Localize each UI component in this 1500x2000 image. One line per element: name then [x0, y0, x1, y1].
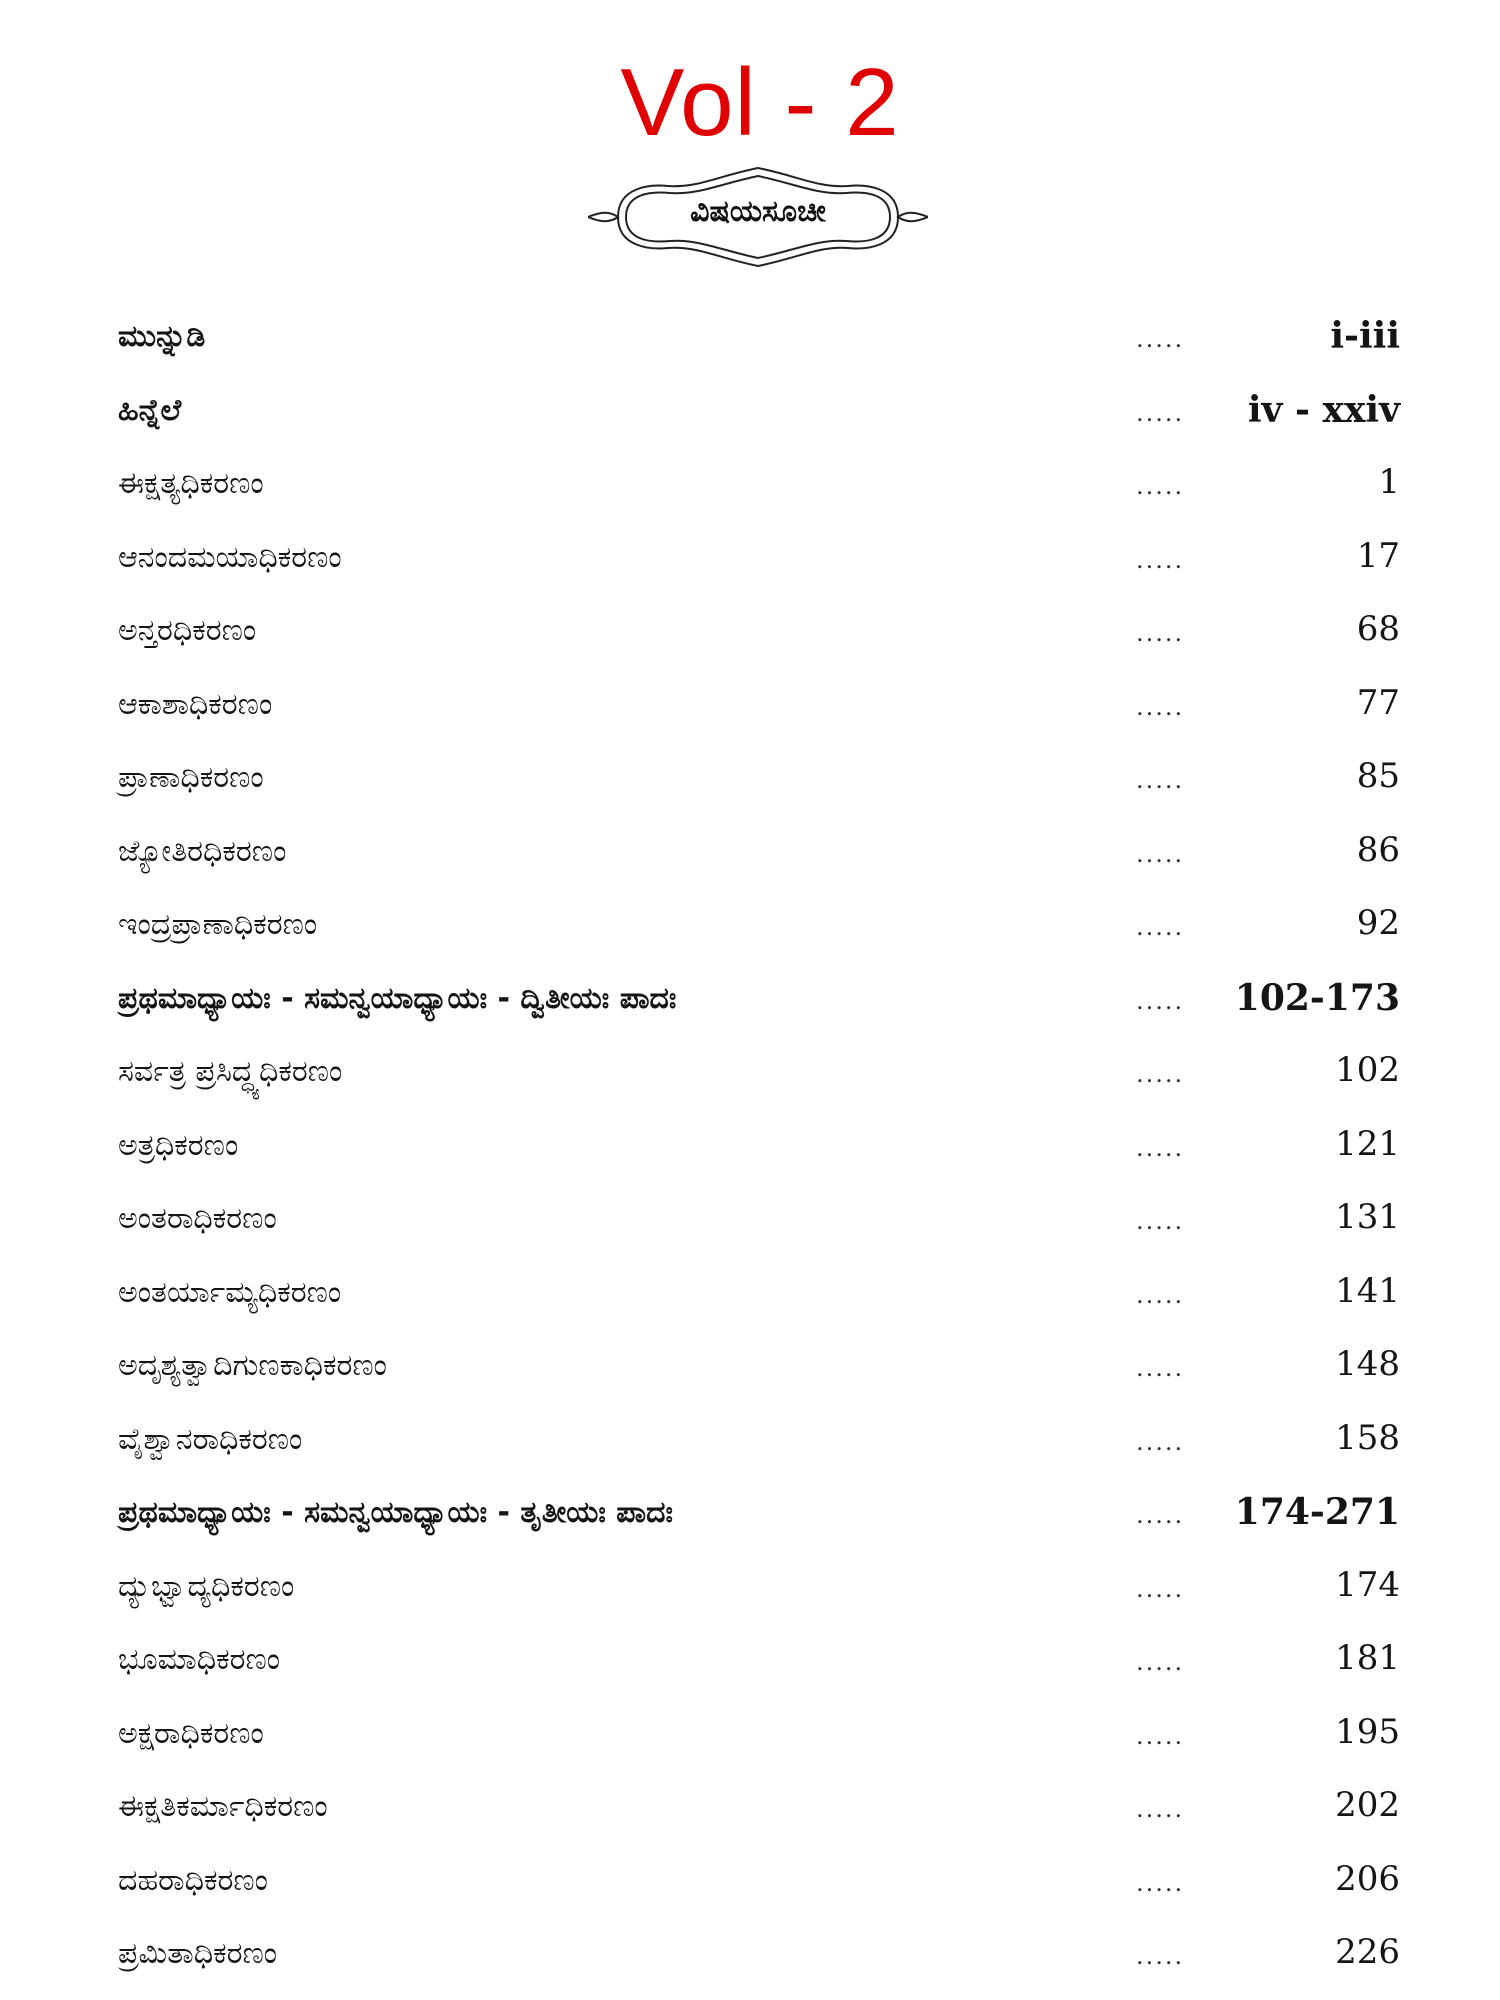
toc-page-number: 141: [1335, 1270, 1400, 1311]
toc-leader-dots: .....: [1136, 398, 1185, 427]
toc-entry-title: ಪ್ರಾಣಾಧಿಕರಣಂ: [118, 760, 264, 795]
toc-row: [118, 1336, 1400, 1410]
toc-page-number: 102-173: [1234, 976, 1400, 1019]
toc-entry-title: ಈಕ್ಷತಿಕರ್ಮಾಧಿಕರಣಂ: [118, 1789, 328, 1824]
toc-page-number: iv - xxiv: [1247, 388, 1400, 431]
toc-page-number: 77: [1356, 682, 1400, 723]
toc-page-number: i-iii: [1330, 315, 1400, 357]
toc-entry-title: ದ್ಯುಭ್ವಾದ್ಯಧಿಕರಣಂ: [118, 1568, 295, 1604]
toc-leader-dots: .....: [1136, 1427, 1185, 1456]
toc-row: [118, 969, 1400, 1043]
toc-leader-dots: .....: [1136, 1942, 1185, 1970]
toc-leader-dots: .....: [1136, 1133, 1185, 1162]
toc-row: [118, 1851, 1400, 1925]
toc-page-number: 131: [1335, 1197, 1400, 1237]
toc-page-number: 68: [1356, 609, 1400, 649]
toc-row: [118, 1189, 1400, 1263]
contents-heading-cartouche: [588, 158, 928, 276]
toc-row: [118, 1557, 1400, 1631]
toc-row: [118, 1630, 1400, 1704]
toc-page-number: 195: [1335, 1711, 1400, 1752]
toc-leader-dots: .....: [1136, 619, 1185, 647]
toc-leader-dots: .....: [1136, 913, 1185, 941]
toc-page-number: 85: [1356, 756, 1400, 796]
toc-page-number: 158: [1335, 1417, 1400, 1458]
table-of-contents: [118, 307, 1400, 1998]
toc-row: [118, 1042, 1400, 1116]
toc-leader-dots: .....: [1136, 1648, 1185, 1676]
toc-page-number: 206: [1335, 1858, 1400, 1899]
toc-page-number: 226: [1335, 1932, 1400, 1972]
toc-entry-title: ಜ್ಯೋತಿರಧಿಕರಣಂ: [118, 833, 287, 869]
toc-leader-dots: .....: [1136, 325, 1185, 353]
toc-page-number: 181: [1335, 1638, 1400, 1678]
toc-entry-title: ಆಕಾಶಾಧಿಕರಣಂ: [118, 686, 273, 722]
toc-leader-dots: .....: [1136, 766, 1185, 794]
toc-entry-title: ಅಕ್ಷರಾಧಿಕರಣಂ: [118, 1715, 264, 1751]
toc-leader-dots: .....: [1136, 1721, 1185, 1750]
toc-page-number: 202: [1335, 1785, 1400, 1825]
toc-page-number: 92: [1356, 903, 1400, 943]
toc-row: [118, 601, 1400, 675]
toc-page-number: 102: [1335, 1050, 1400, 1090]
toc-leader-dots: .....: [1136, 1207, 1185, 1235]
toc-leader-dots: .....: [1136, 1574, 1185, 1603]
toc-leader-dots: .....: [1136, 1868, 1185, 1897]
toc-leader-dots: .....: [1136, 545, 1185, 574]
toc-row: [118, 381, 1400, 455]
toc-page-number: 148: [1335, 1344, 1400, 1384]
toc-row: [118, 1116, 1400, 1190]
toc-row: [118, 895, 1400, 969]
toc-row: [118, 1263, 1400, 1337]
toc-entry-title: ಭೂಮಾಧಿಕರಣಂ: [118, 1642, 281, 1677]
toc-entry-title: ಪ್ರಥಮಾಧ್ಯಾಯಃ - ಸಮನ್ವಯಾಧ್ಯಾಯಃ - ದ್ವಿತೀಯಃ ಪಾದಃ: [118, 980, 677, 1016]
toc-entry-title: ಈಕ್ಷತ್ಯಧಿಕರಣಂ: [118, 466, 264, 501]
toc-row: [118, 1777, 1400, 1851]
toc-entry-title: ಹಿನ್ನೆಲೆ: [118, 392, 182, 428]
toc-page-number: 17: [1356, 535, 1400, 576]
toc-leader-dots: .....: [1136, 986, 1185, 1015]
toc-entry-title: ಅದೃಶ್ಯತ್ವಾದಿಗುಣಕಾಧಿಕರಣಂ: [118, 1348, 387, 1383]
toc-page-number: 174: [1335, 1564, 1400, 1605]
toc-entry-title: ಮುನ್ನುಡಿ: [118, 319, 206, 354]
toc-row: [118, 822, 1400, 896]
toc-leader-dots: .....: [1136, 692, 1185, 721]
toc-entry-title: ಅಂತರಾಧಿಕರಣಂ: [118, 1201, 277, 1236]
toc-row: [118, 1483, 1400, 1557]
toc-row: [118, 307, 1400, 381]
toc-page-number: 1: [1378, 462, 1400, 502]
toc-leader-dots: .....: [1136, 1060, 1185, 1088]
contents-heading: ವಿಷಯಸೂಚೀ: [690, 194, 826, 229]
toc-entry-title: ಅತ್ರಧಿಕರಣಂ: [118, 1127, 239, 1163]
toc-entry-title: ಆನಂದಮಯಾಧಿಕರಣಂ: [118, 539, 342, 575]
toc-entry-title: ಪ್ರಮಿತಾಧಿಕರಣಂ: [118, 1936, 278, 1971]
toc-leader-dots: .....: [1136, 839, 1185, 868]
toc-entry-title: ವೈಶ್ವಾನರಾಧಿಕರಣಂ: [118, 1421, 303, 1457]
toc-row: [118, 454, 1400, 528]
toc-row: [118, 528, 1400, 602]
toc-page-number: 174-271: [1234, 1491, 1400, 1533]
toc-leader-dots: .....: [1136, 1501, 1185, 1529]
toc-row: [118, 1924, 1400, 1998]
toc-row: [118, 748, 1400, 822]
volume-title: Vol - 2: [620, 49, 900, 156]
toc-entry-title: ಸರ್ವತ್ರ ಪ್ರಸಿದ್ಧ್ಯಧಿಕರಣಂ: [118, 1054, 343, 1089]
toc-page-number: 121: [1335, 1123, 1400, 1164]
toc-page-number: 86: [1356, 829, 1400, 870]
toc-row: [118, 1704, 1400, 1778]
toc-row: [118, 1410, 1400, 1484]
toc-entry-title: ಪ್ರಥಮಾಧ್ಯಾಯಃ - ಸಮನ್ವಯಾಧ್ಯಾಯಃ - ತೃತೀಯಃ ಪಾದಃ: [118, 1495, 673, 1530]
toc-leader-dots: .....: [1136, 472, 1185, 500]
toc-entry-title: ಇಂದ್ರಪ್ರಾಣಾಧಿಕರಣಂ: [118, 907, 318, 942]
toc-entry-title: ದಹರಾಧಿಕರಣಂ: [118, 1862, 268, 1898]
toc-entry-title: ಅಂತರ್ಯಾಮ್ಯಧಿಕರಣಂ: [118, 1274, 342, 1310]
toc-leader-dots: .....: [1136, 1354, 1185, 1382]
toc-row: [118, 675, 1400, 749]
toc-leader-dots: .....: [1136, 1280, 1185, 1309]
toc-leader-dots: .....: [1136, 1795, 1185, 1823]
toc-entry-title: ಅನ್ತರಧಿಕರಣಂ: [118, 613, 257, 648]
